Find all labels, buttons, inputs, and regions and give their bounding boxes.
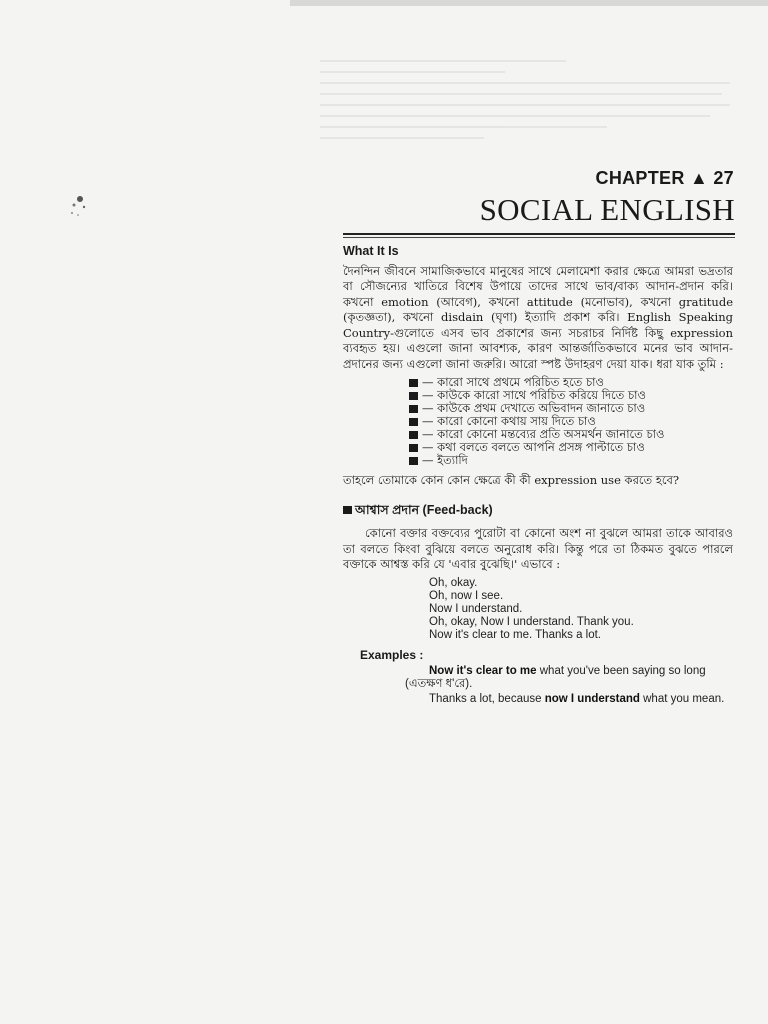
phrase-item: Oh, okay. xyxy=(429,576,478,589)
example-2-before: Thanks a lot, because xyxy=(429,693,545,705)
square-bullet-icon xyxy=(409,379,418,387)
phrase-item: Oh, now I see. xyxy=(429,589,504,602)
example-1-bold: Now it's clear to me xyxy=(429,665,537,677)
title-rule-thin xyxy=(343,237,735,238)
example-1 xyxy=(405,665,733,691)
question-line: তাহলে তোমাকে কোন কোন ক্ষেত্রে কী কী expression use করতে হবে? xyxy=(343,473,680,487)
phrase-item: Oh, okay, Now I understand. Thank you. xyxy=(429,615,634,628)
section-heading-feedback: আশ্বাস প্রদান (Feed-back) xyxy=(343,503,733,519)
scan-edge-shadow xyxy=(290,0,768,6)
intro-paragraph: দৈনন্দিন জীবনে সামাজিকভাবে মানুষের সাথে মেলামেশা করার ক্ষেত্রে আমরা ভদ্রতার বা সৌজন্যের খাতিরে বিশেষ উপায়ে তাদের সাথে ভাব/বাক্য আদান-প্রদান করি। কখনো emotion (আবেগ), কখনো attitude (মনোভাব), কখনো gratitude (কৃতজ্ঞতা), কখনো disdain (ঘৃণা) ইত্যাদি প্রকাশ করি। English Speaking Country-গুলোতে এসব ভাব প্রকাশের জন্য সচরাচর নির্দিষ্ট কিছু expression ব্যবহৃত হয়। এগুলো জানা আবশ্যক, কারণ আন্তর্জাতিকভাবে মনের ভাব আদান-প্রদানের জন্য এগুলো জানা জরুরি। আরো স্পষ্ট উদাহরণ দেয়া যাক। ধরা যাক তুমি : xyxy=(343,263,733,371)
triangle-icon: ▲ xyxy=(689,168,709,188)
example-2-bold: now I understand xyxy=(544,693,640,705)
phrase-list xyxy=(429,577,733,642)
chapter-label xyxy=(560,168,734,189)
list-item: — কারো কোনো কথায় সায় দিতে চাও xyxy=(409,415,733,428)
list-item: — কাউকে প্রথম দেখাতে অভিবাদন জানাতে চাও xyxy=(409,402,733,415)
bullet-list xyxy=(409,376,733,467)
chapter-number: 27 xyxy=(713,168,734,188)
list-item: — কারো সাথে প্রথমে পরিচিত হতে চাও xyxy=(409,376,733,389)
square-bullet-icon xyxy=(343,506,352,514)
chapter-word: CHAPTER xyxy=(595,168,685,188)
examples-label: Examples : xyxy=(360,647,424,662)
square-bullet-icon xyxy=(409,418,418,426)
example-2-after: what you mean. xyxy=(639,693,725,705)
chapter-title: SOCIAL ENGLISH xyxy=(479,192,735,227)
feedback-paragraph: কোনো বক্তার বক্তব্যের পুরোটা বা কোনো অংশ না বুঝলে আমরা তাকে আবারও তা বলতে কিংবা বুঝিয়ে বলতে অনুরোধ করি। কিন্তু পরে তা ঠিকমত বুঝতে পারলে বক্তাকে আশ্বস্ত করি যে 'এবার বুঝেছি।' এভাবে : xyxy=(343,526,733,571)
phrase-item: Now it's clear to me. Thanks a lot. xyxy=(429,628,601,641)
square-bullet-icon xyxy=(409,457,418,465)
square-bullet-icon xyxy=(409,392,418,400)
page-content xyxy=(343,244,733,706)
list-item: — কারো কোনো মন্তব্যের প্রতি অসমর্থন জানাতে চাও xyxy=(409,428,733,441)
square-bullet-icon xyxy=(409,444,418,452)
list-item: — কথা বলতে বলতে আপনি প্রসঙ্গ পাল্টাতে চাও xyxy=(409,441,733,454)
example-1-text: what you've been saying so long (এতক্ষণ ধ'রে). xyxy=(405,665,706,690)
phrase-item: Now I understand. xyxy=(429,602,523,615)
list-item: — ইত্যাদি xyxy=(409,454,733,467)
list-item: — কাউকে কারো সাথে পরিচিত করিয়ে দিতে চাও xyxy=(409,389,733,402)
section-heading-what-it-is: What It Is xyxy=(343,244,399,258)
example-2 xyxy=(405,693,733,706)
square-bullet-icon xyxy=(409,431,418,439)
ink-speck xyxy=(62,185,98,221)
square-bullet-icon xyxy=(409,405,418,413)
title-rule xyxy=(343,233,735,235)
